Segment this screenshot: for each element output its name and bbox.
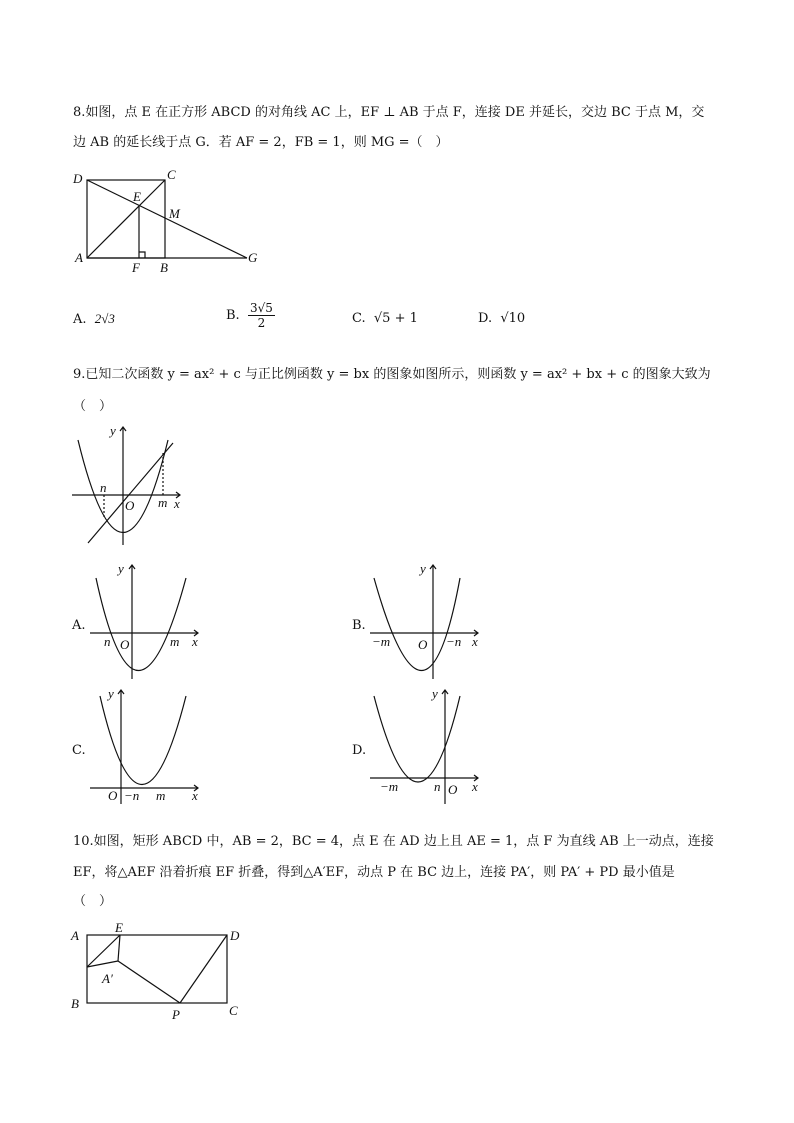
q9-d-y-label: y: [432, 686, 438, 701]
q9-c-label-3: m: [156, 788, 166, 803]
q10-label-p: P: [172, 1007, 180, 1022]
q9-option-d-letter[interactable]: D.: [352, 743, 367, 758]
q10-text-line1: 10.如图，矩形 ABCD 中，AB = 2，BC = 4，点 E 在 AD 边上且 AE = 1，点 F 为直线 AB 上一动点，连接: [73, 834, 714, 849]
q8-label-d: D: [73, 171, 83, 186]
q9-b-x-label: x: [472, 634, 478, 649]
q9-a-label-3: m: [170, 634, 180, 649]
q10-label-e: E: [115, 920, 123, 935]
q8-text-line2: 边 AB 的延长线于点 G．若 AF = 2，FB = 1，则 MG =（ ）: [73, 135, 449, 150]
q10-label-b: B: [71, 996, 79, 1011]
q9-main-graph: [70, 425, 190, 550]
q8-option-b[interactable]: B. $\frac{3√5}{2}$: [226, 301, 273, 330]
q9-option-d-graph[interactable]: [368, 688, 488, 806]
q9-main-n-label: n: [100, 480, 107, 495]
q10-label-c: C: [229, 1003, 238, 1018]
q9-b-label-3: −n: [446, 634, 462, 649]
q8-label-e: E: [133, 189, 141, 204]
q9-main-y-label: y: [110, 423, 116, 438]
q9-d-label-1: −m: [380, 779, 399, 794]
q8-square-figure: [70, 165, 270, 275]
q9-text-line1: 9.已知二次函数 y = ax² + c 与正比例函数 y = bx 的图象如图所示，则函数 y = ax² + bx + c 的图象大致为: [73, 367, 711, 382]
q10-label-d: D: [230, 928, 240, 943]
q8-label-a: A: [75, 250, 83, 265]
q9-a-label-1: n: [104, 634, 111, 649]
q8-label-g: G: [248, 250, 258, 265]
q9-a-label-2: O: [120, 637, 130, 652]
q9-b-label-1: −m: [372, 634, 391, 649]
q9-option-b-letter[interactable]: B.: [352, 618, 366, 633]
q8-option-a[interactable]: A. 2√3: [73, 311, 115, 327]
q10-text-line2: EF，将△AEF 沿着折痕 EF 折叠，得到△A′EF，动点 P 在 BC 边上，连接 PA′，则 PA′ + PD 最小值是: [73, 865, 675, 880]
q8-label-c: C: [167, 167, 176, 182]
q8-option-c[interactable]: C. √5 + 1: [352, 311, 418, 326]
q9-text-line2: （ ）: [73, 399, 113, 414]
q10-text-line3: （ ）: [73, 894, 113, 909]
q9-b-label-2: O: [418, 637, 428, 652]
q10-label-a-prime: A′: [102, 971, 113, 986]
q9-option-a-graph[interactable]: [88, 563, 208, 681]
q9-a-x-label: x: [192, 634, 198, 649]
q8-option-d[interactable]: D. √10: [478, 311, 526, 326]
q9-main-m-label: m: [158, 495, 168, 510]
q8-label-m: M: [169, 206, 180, 221]
q9-d-label-2: n: [434, 779, 441, 794]
q9-b-y-label: y: [420, 561, 426, 576]
q9-option-c-letter[interactable]: C.: [72, 743, 86, 758]
q9-c-label-2: −n: [124, 788, 140, 803]
q9-option-b-graph[interactable]: [368, 563, 488, 681]
q9-option-a-letter[interactable]: A.: [72, 618, 86, 633]
q8-label-b: B: [160, 260, 168, 275]
q9-d-label-3: O: [448, 782, 458, 797]
q9-a-y-label: y: [118, 561, 124, 576]
q9-c-y-label: y: [108, 686, 114, 701]
q9-c-label-1: O: [108, 788, 118, 803]
q10-label-a: A: [71, 928, 79, 943]
q8-text-line1: 8.如图，点 E 在正方形 ABCD 的对角线 AC 上，EF ⊥ AB 于点 F，连接 DE 并延长，交边 BC 于点 M，交: [73, 105, 705, 120]
q9-d-x-label: x: [472, 779, 478, 794]
q8-label-f: F: [132, 260, 140, 275]
q9-option-c-graph[interactable]: [88, 688, 208, 806]
q9-main-x-label: x: [174, 496, 180, 511]
q9-main-origin: O: [125, 498, 135, 513]
q9-c-x-label: x: [192, 788, 198, 803]
q10-rectangle-figure: [68, 918, 258, 1023]
